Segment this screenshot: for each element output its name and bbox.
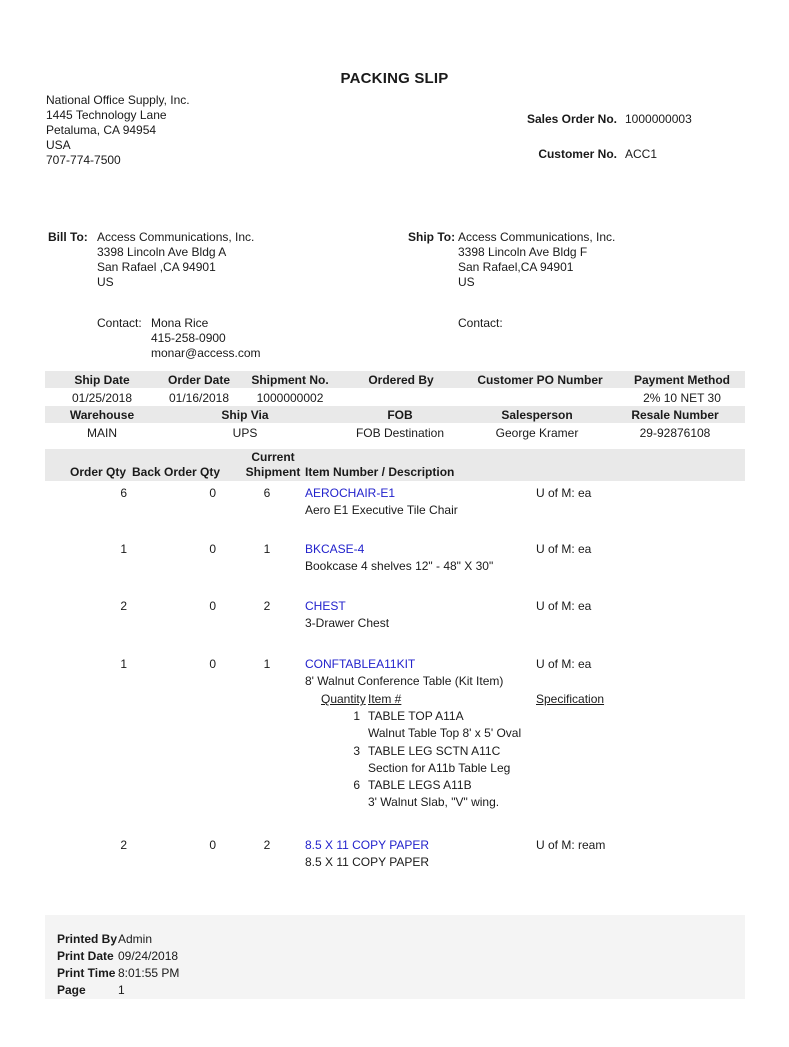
kit-component-description: Walnut Table Top 8' x 5' Oval <box>368 726 522 740</box>
back-order-qty: 0 <box>209 599 216 613</box>
unit-of-measure: U of M: ea <box>536 486 592 500</box>
ship-date-header: Ship Date <box>74 372 130 387</box>
bill-contact-block <box>151 316 261 361</box>
print-time-value: 8:01:55 PM <box>118 966 180 980</box>
back-order-qty: 0 <box>209 486 216 500</box>
item-description: Aero E1 Executive Tile Chair <box>305 503 458 517</box>
bill-to-address-line1: 3398 Lincoln Ave Bldg A <box>97 245 227 259</box>
item-description: 3-Drawer Chest <box>305 616 390 630</box>
customer-po-header: Customer PO Number <box>477 372 603 387</box>
item-description: 8' Walnut Conference Table (Kit Item) <box>305 674 504 688</box>
bill-contact-phone: 415-258-0900 <box>151 331 226 345</box>
sales-order-number: 1000000003 <box>625 112 692 126</box>
ship-contact-label: Contact: <box>458 316 503 330</box>
bill-contact-label: Contact: <box>97 316 142 330</box>
order-qty: 2 <box>120 599 127 613</box>
fob-header: FOB <box>387 407 413 422</box>
current-shipment-qty: 2 <box>263 599 271 613</box>
current-shipment-qty: 1 <box>263 657 271 671</box>
ordered-by-header: Ordered By <box>368 372 434 387</box>
warehouse-value: MAIN <box>87 425 117 440</box>
order-date-header: Order Date <box>167 372 231 387</box>
kit-component-name: TABLE LEGS A11B <box>368 778 472 792</box>
shipment-no-header: Shipment No. <box>251 372 329 387</box>
bill-to-country: US <box>97 275 114 289</box>
company-phone: 707-774-7500 <box>46 153 121 167</box>
payment-method-value: 2% 10 NET 30 <box>643 390 721 405</box>
shipment-info-values-row1 <box>45 389 745 406</box>
items-table-header <box>45 449 745 481</box>
customer-number: ACC1 <box>625 147 658 161</box>
back-order-qty: 0 <box>209 542 216 556</box>
item-number-link[interactable]: CONFTABLEA11KIT <box>305 657 416 671</box>
item-number-link[interactable]: AEROCHAIR-E1 <box>305 486 396 500</box>
bill-contact-name: Mona Rice <box>151 316 209 330</box>
fob-value: FOB Destination <box>355 425 445 440</box>
print-date-value: 09/24/2018 <box>118 949 179 963</box>
current-shipment-qty: 1 <box>263 542 271 556</box>
bill-contact-email: monar@access.com <box>151 346 261 360</box>
item-description: 8.5 X 11 COPY PAPER <box>305 855 430 869</box>
company-address-block <box>46 93 190 168</box>
ship-to-name: Access Communications, Inc. <box>458 230 616 244</box>
current-shipment-qty: 6 <box>263 486 271 500</box>
company-name: National Office Supply, Inc. <box>46 93 190 107</box>
shipment-info-header-row1 <box>45 371 745 388</box>
company-address-line1: 1445 Technology Lane <box>46 108 167 122</box>
back-order-qty: 0 <box>209 838 216 852</box>
unit-of-measure: U of M: ea <box>536 542 592 556</box>
salesperson-value: George Kramer <box>495 425 579 440</box>
bill-to-address-line2: San Rafael ,CA 94901 <box>97 260 216 274</box>
back-order-qty-header: Back Order Qty <box>132 465 221 479</box>
kit-component-description: 3' Walnut Slab, "V" wing. <box>368 795 500 809</box>
ship-via-header: Ship Via <box>221 407 269 422</box>
print-time-label: Print Time <box>57 966 116 980</box>
payment-method-header: Payment Method <box>633 372 730 387</box>
printed-by-label: Printed By <box>57 932 118 946</box>
kit-component-description: Section for A11b Table Leg <box>368 761 511 775</box>
ship-to-address <box>458 230 615 290</box>
order-qty-header: Order Qty <box>69 465 126 479</box>
kit-specification-header: Specification <box>536 692 605 706</box>
kit-component-qty: 1 <box>353 709 360 723</box>
ship-to-address-line2: San Rafael,CA 94901 <box>458 260 574 274</box>
kit-item-header: Item # <box>368 692 402 706</box>
page-number-label: Page <box>57 983 86 997</box>
item-number-description-header: Item Number / Description <box>305 465 455 479</box>
ship-to-label: Ship To: <box>408 230 456 244</box>
bill-to-name: Access Communications, Inc. <box>97 230 255 244</box>
company-address-line2: Petaluma, CA 94954 <box>46 123 157 137</box>
resale-number-value: 29-92876108 <box>639 425 711 440</box>
resale-number-header: Resale Number <box>631 407 719 422</box>
kit-component-name: TABLE TOP A11A <box>368 709 464 723</box>
item-number-link[interactable]: BKCASE-4 <box>305 542 365 556</box>
item-description: Bookcase 4 shelves 12" - 48" X 30" <box>305 559 494 573</box>
shipment-no-value: 1000000002 <box>256 390 324 405</box>
customer-number-label: Customer No. <box>538 147 617 161</box>
kit-component-qty: 6 <box>353 778 360 792</box>
order-qty: 2 <box>120 838 127 852</box>
print-info-footer <box>45 915 745 999</box>
bill-to-label: Bill To: <box>48 230 88 244</box>
print-date-label: Print Date <box>57 949 114 963</box>
kit-component-qty: 3 <box>353 744 360 758</box>
kit-quantity-header: Quantity <box>321 692 366 706</box>
item-number-link[interactable]: CHEST <box>305 599 346 613</box>
sales-order-label: Sales Order No. <box>526 112 617 126</box>
order-qty: 1 <box>120 542 127 556</box>
page-title: PACKING SLIP <box>340 70 449 87</box>
item-number-link[interactable]: 8.5 X 11 COPY PAPER <box>305 838 430 852</box>
current-shipment-qty: 2 <box>263 838 271 852</box>
ship-to-address-line1: 3398 Lincoln Ave Bldg F <box>458 245 588 259</box>
order-qty: 6 <box>120 486 127 500</box>
ship-to-country: US <box>458 275 475 289</box>
bill-to-address <box>97 230 254 290</box>
page-number-value: 1 <box>118 983 125 997</box>
order-date-value: 01/16/2018 <box>168 390 230 405</box>
company-country: USA <box>46 138 71 152</box>
printed-by-value: Admin <box>118 932 153 946</box>
salesperson-header: Salesperson <box>501 407 573 422</box>
shipment-info-header-row2 <box>45 406 745 423</box>
warehouse-header: Warehouse <box>69 407 135 422</box>
kit-component-name: TABLE LEG SCTN A11C <box>368 744 501 758</box>
current-header-line1: Current <box>251 450 295 464</box>
unit-of-measure: U of M: ea <box>536 657 592 671</box>
ship-date-value: 01/25/2018 <box>71 390 133 405</box>
order-qty: 1 <box>120 657 127 671</box>
ship-via-value: UPS <box>232 425 258 440</box>
unit-of-measure: U of M: ream <box>536 838 606 852</box>
unit-of-measure: U of M: ea <box>536 599 592 613</box>
current-shipment-header: Shipment <box>245 465 301 479</box>
shipment-info-values-row2 <box>45 424 745 441</box>
back-order-qty: 0 <box>209 657 216 671</box>
